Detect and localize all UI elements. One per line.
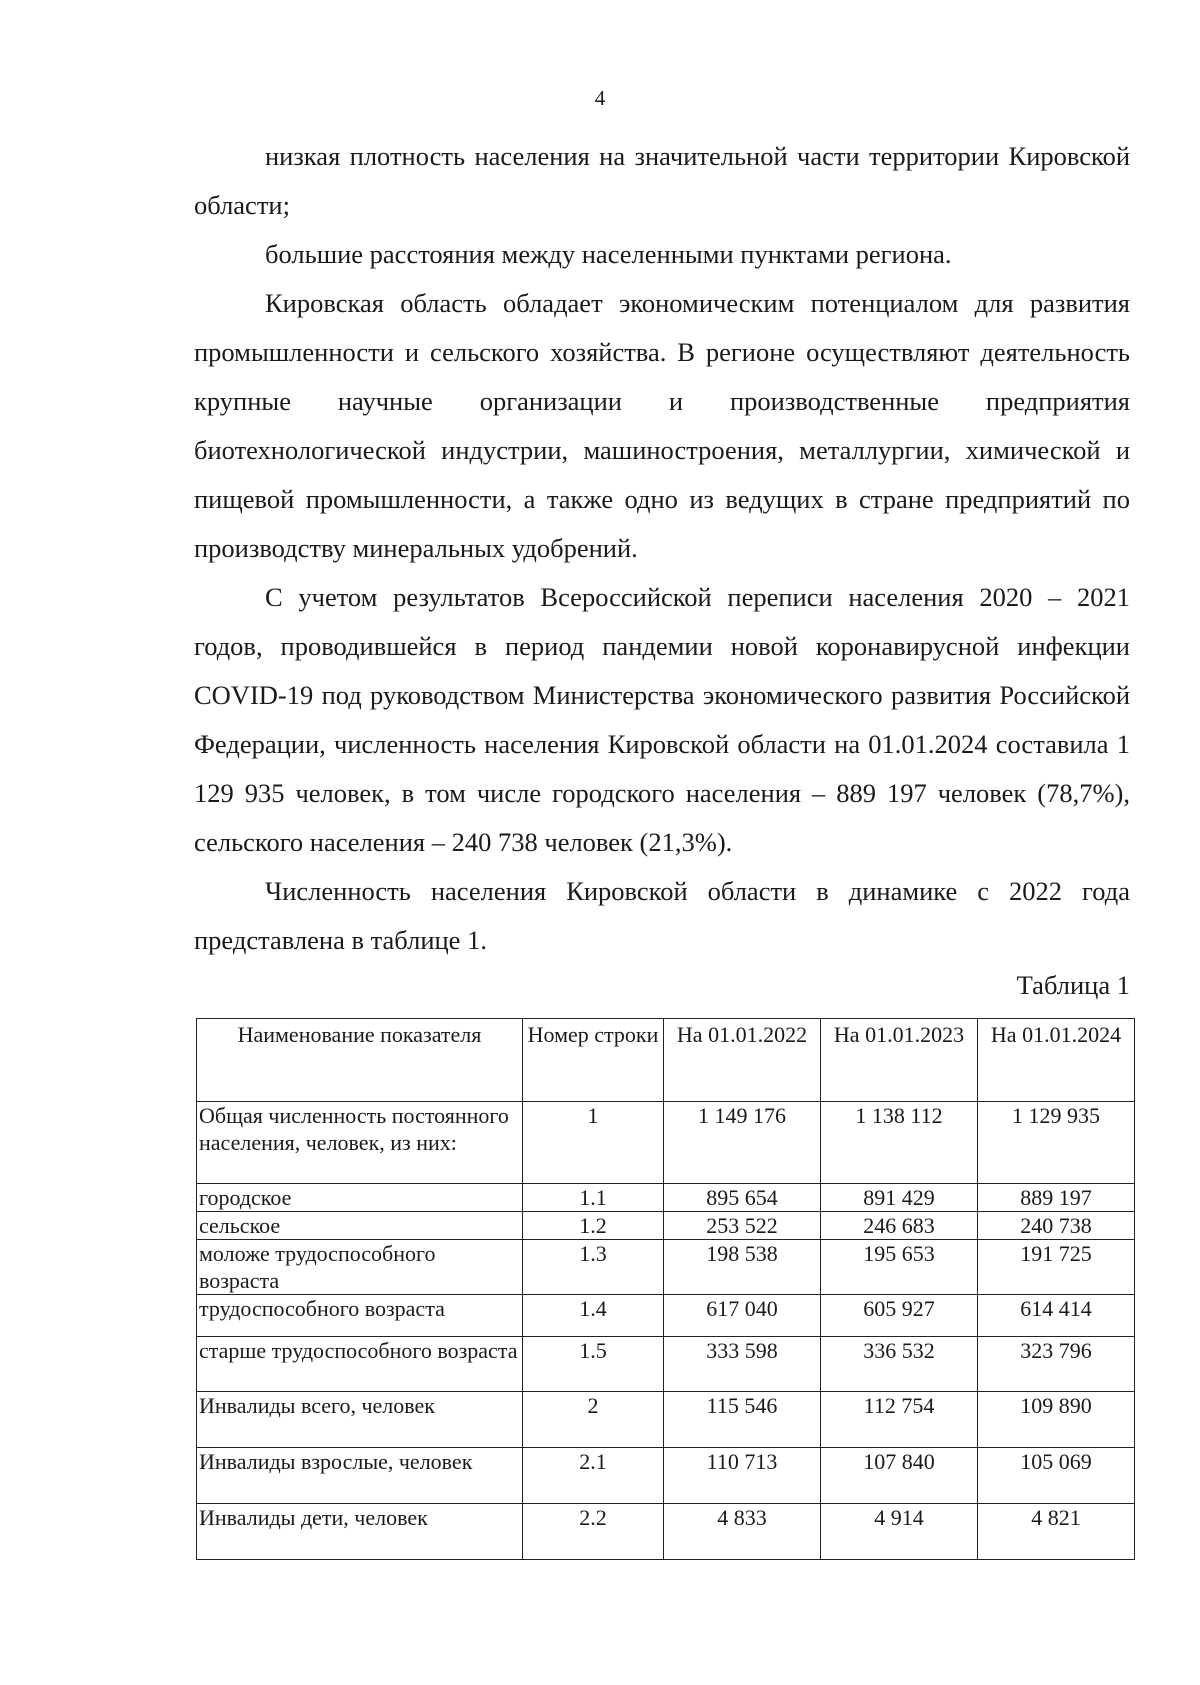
cell-2022: 253 522	[664, 1212, 821, 1240]
header-2024: На 01.01.2024	[978, 1019, 1135, 1102]
cell-row-number: 1.5	[523, 1337, 664, 1392]
page-number: 4	[594, 86, 606, 110]
table-caption: Таблица 1	[1016, 970, 1130, 1000]
cell-2022: 895 654	[664, 1184, 821, 1212]
cell-2023: 195 653	[821, 1240, 978, 1295]
table-row	[197, 1504, 1135, 1560]
cell-name: Инвалиды всего, человек	[197, 1392, 523, 1448]
header-row-number: Номер строки	[523, 1019, 664, 1102]
cell-2024: 240 738	[978, 1212, 1135, 1240]
cell-row-number: 1.4	[523, 1295, 664, 1337]
cell-row-number: 2.1	[523, 1448, 664, 1504]
cell-name: моложе трудоспособного возраста	[197, 1240, 523, 1295]
cell-2022: 1 149 176	[664, 1102, 821, 1184]
cell-2023: 605 927	[821, 1295, 978, 1337]
cell-2023: 336 532	[821, 1337, 978, 1392]
cell-name: Инвалиды дети, человек	[197, 1504, 523, 1560]
cell-row-number: 2	[523, 1392, 664, 1448]
table-row	[197, 1295, 1135, 1337]
cell-2022: 333 598	[664, 1337, 821, 1392]
cell-name: трудоспособного возраста	[197, 1295, 523, 1337]
cell-row-number: 1.2	[523, 1212, 664, 1240]
cell-2022: 110 713	[664, 1448, 821, 1504]
cell-2024: 109 890	[978, 1392, 1135, 1448]
cell-name: сельское	[197, 1212, 523, 1240]
paragraph: низкая плотность населения на значительной части территории Кировской области;	[194, 141, 1130, 220]
table-row	[197, 1102, 1135, 1184]
cell-2023: 246 683	[821, 1212, 978, 1240]
cell-2024: 191 725	[978, 1240, 1135, 1295]
table-row	[197, 1337, 1135, 1392]
cell-2024: 323 796	[978, 1337, 1135, 1392]
table-header-row	[197, 1019, 1135, 1102]
paragraph: большие расстояния между населенными пунктами региона.	[265, 239, 952, 269]
cell-row-number: 2.2	[523, 1504, 664, 1560]
cell-row-number: 1.3	[523, 1240, 664, 1295]
header-2022: На 01.01.2022	[664, 1019, 821, 1102]
cell-2024: 614 414	[978, 1295, 1135, 1337]
cell-2024: 105 069	[978, 1448, 1135, 1504]
cell-2023: 4 914	[821, 1504, 978, 1560]
paragraph: Численность населения Кировской области в динамике с 2022 года представлена в таблице 1.	[194, 876, 1130, 955]
cell-2023: 107 840	[821, 1448, 978, 1504]
header-2023: На 01.01.2023	[821, 1019, 978, 1102]
paragraph: Кировская область обладает экономическим потенциалом для развития промышленности и сельского хозяйства. В регионе осуществляют деятельность крупные научные организации и производственные предприятия биотехнологической индустрии, машиностроения, металлургии, химической и пищевой промышленности, а также одно из ведущих в стране предприятий по производству минеральных удобрений.	[194, 288, 1130, 563]
cell-2022: 198 538	[664, 1240, 821, 1295]
cell-name: городское	[197, 1184, 523, 1212]
table-row	[197, 1212, 1135, 1240]
cell-2024: 4 821	[978, 1504, 1135, 1560]
table-row	[197, 1184, 1135, 1212]
body-text	[194, 132, 1130, 965]
table-row	[197, 1392, 1135, 1448]
cell-2024: 1 129 935	[978, 1102, 1135, 1184]
cell-2023: 1 138 112	[821, 1102, 978, 1184]
header-indicator-name: Наименование показателя	[197, 1019, 523, 1102]
cell-2022: 617 040	[664, 1295, 821, 1337]
cell-name: Общая численность постоянного населения, человек, из них:	[197, 1102, 523, 1184]
cell-name: Инвалиды взрослые, человек	[197, 1448, 523, 1504]
table-row	[197, 1240, 1135, 1295]
cell-row-number: 1.1	[523, 1184, 664, 1212]
cell-row-number: 1	[523, 1102, 664, 1184]
population-table	[196, 1018, 1135, 1560]
cell-2022: 115 546	[664, 1392, 821, 1448]
cell-2024: 889 197	[978, 1184, 1135, 1212]
paragraph: С учетом результатов Всероссийской переписи населения 2020 – 2021 годов, проводившейся в период пандемии новой коронавирусной инфекции COVID-19 под руководством Министерства экономического развития Российской Федерации, численность населения Кировской области на 01.01.2024 составила 1 129 935 человек, в том числе городского населения – 889 197 человек (78,7%), сельского населения – 240 738 человек (21,3%).	[194, 582, 1130, 857]
cell-2022: 4 833	[664, 1504, 821, 1560]
cell-name: старше трудоспособного возраста	[197, 1337, 523, 1392]
cell-2023: 891 429	[821, 1184, 978, 1212]
table-row	[197, 1448, 1135, 1504]
cell-2023: 112 754	[821, 1392, 978, 1448]
